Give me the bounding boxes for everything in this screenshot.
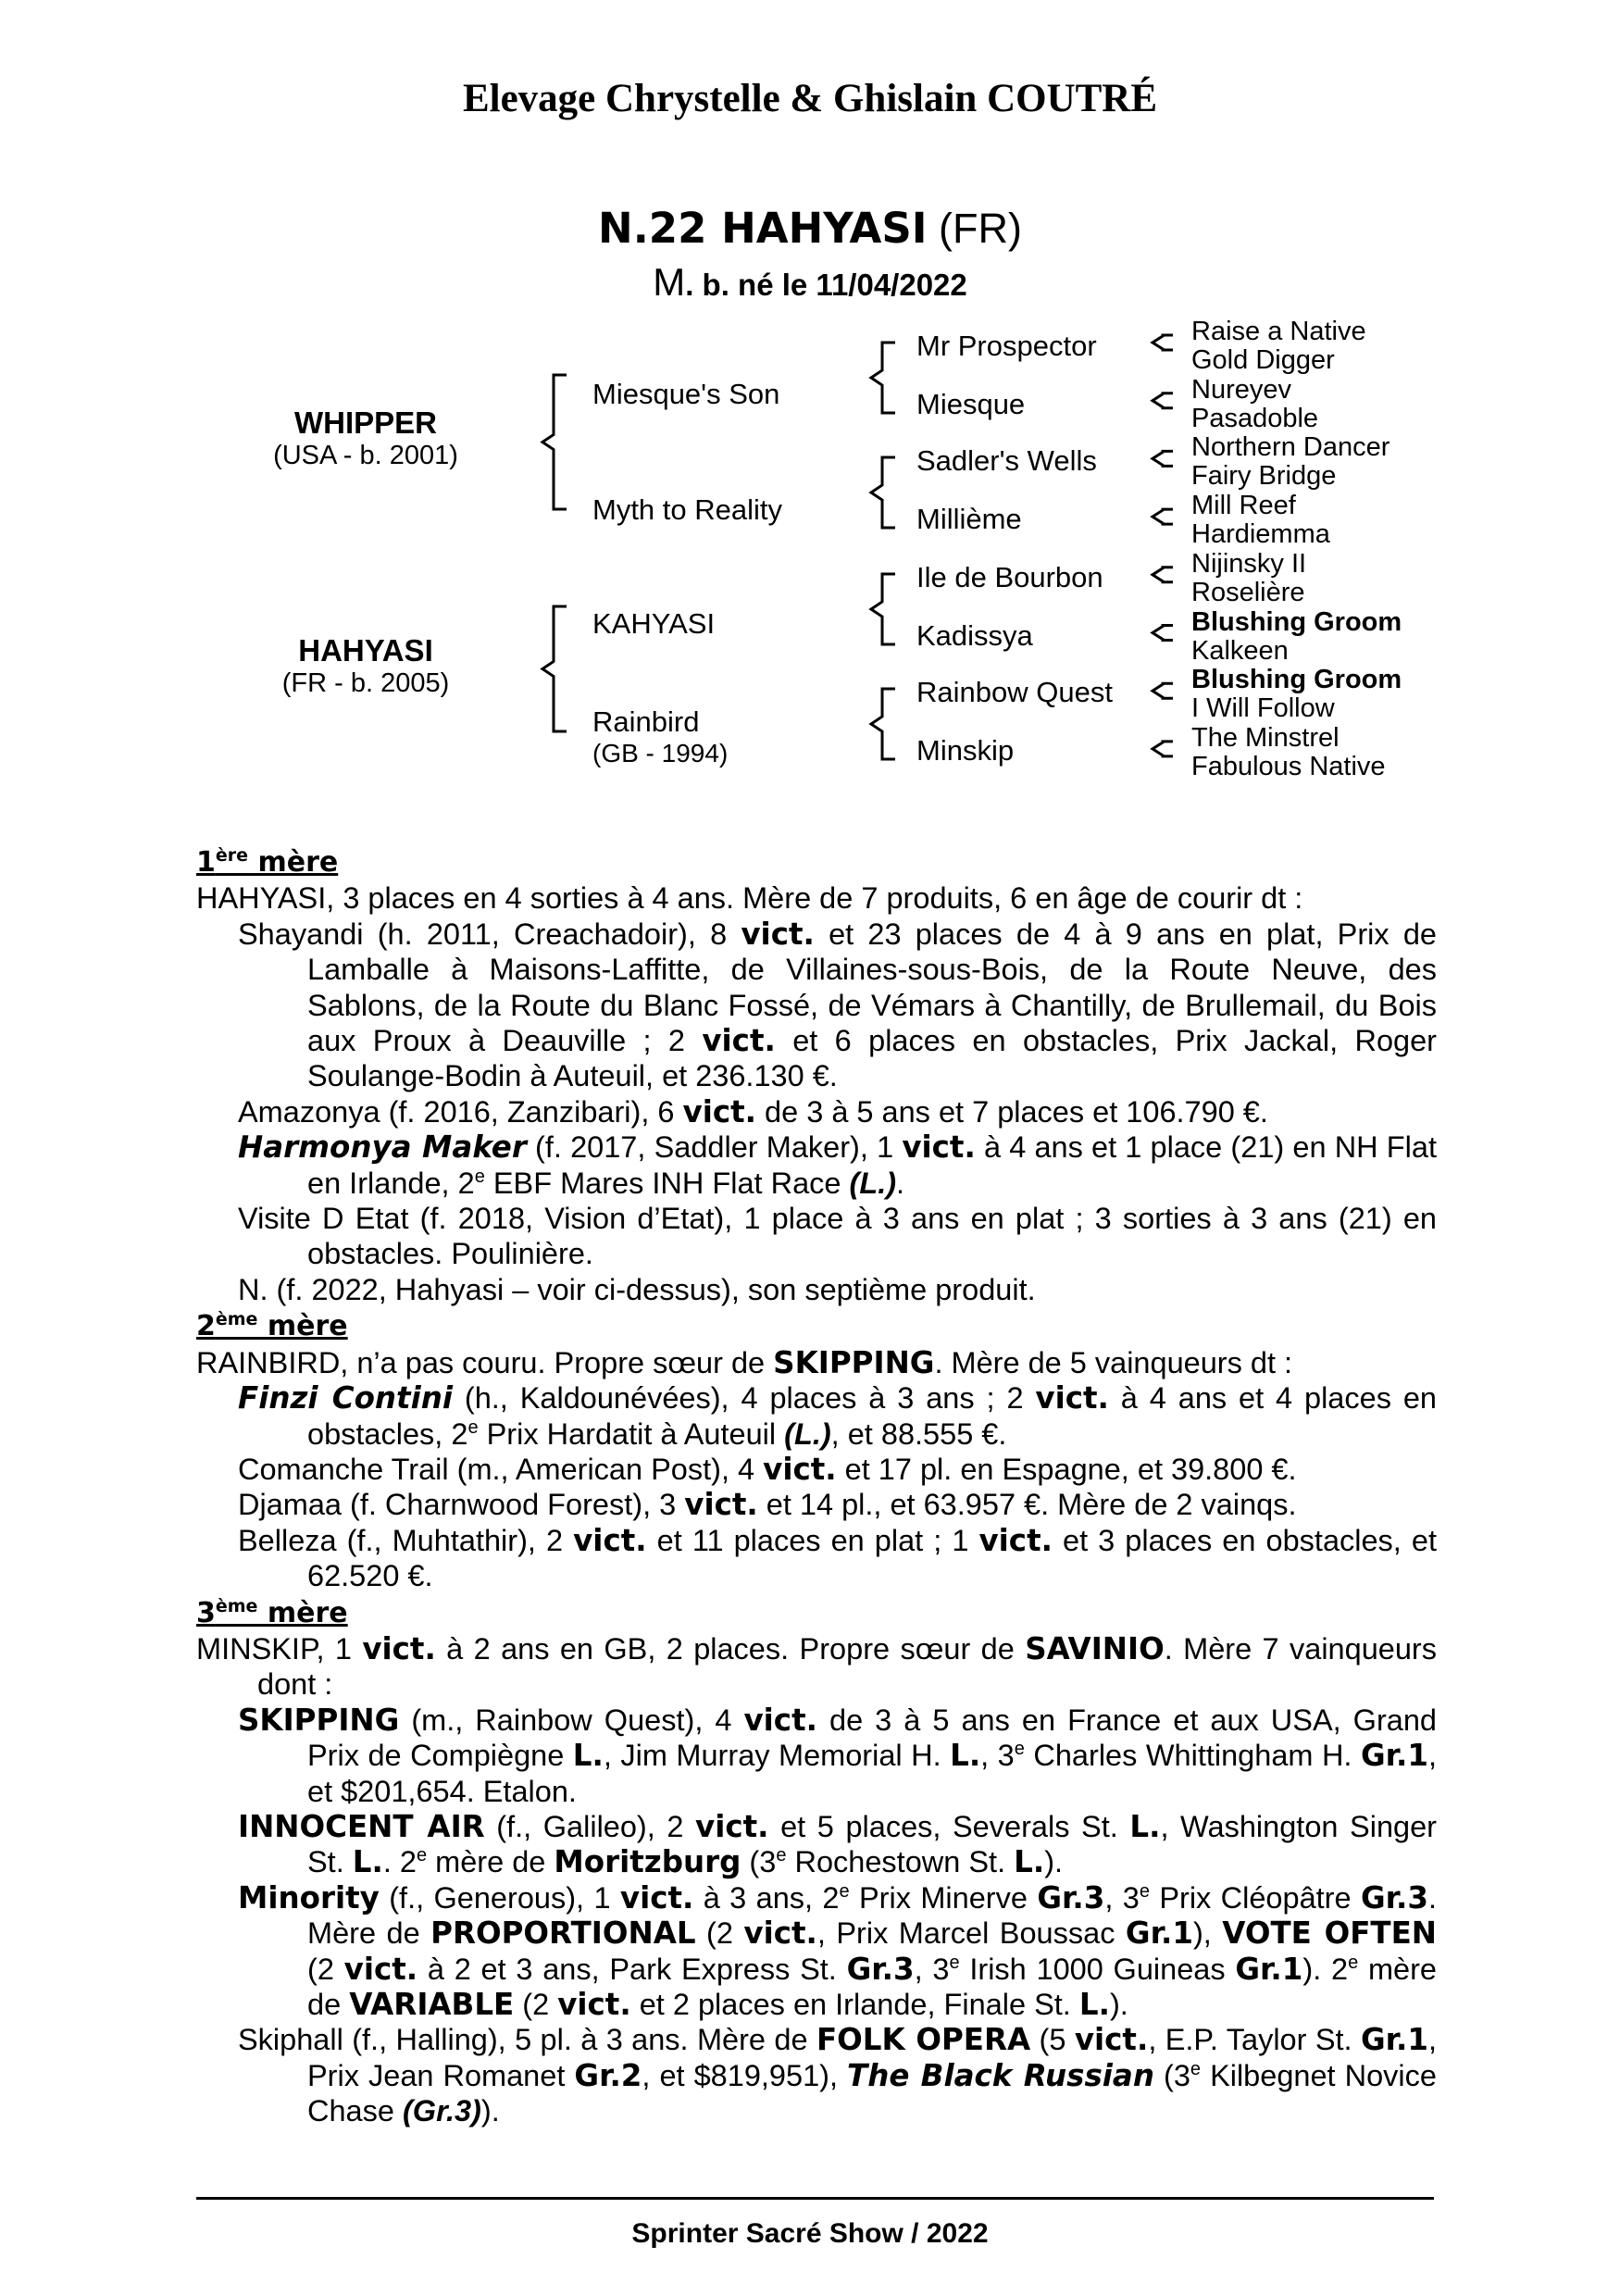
text-run: Finzi Contini [238, 1380, 453, 1416]
text-run: , Prix Marcel Boussac [816, 1916, 1126, 1951]
text-run: mère de [427, 1845, 555, 1879]
text-run: EBF Mares INH Flat Race [484, 1166, 850, 1200]
text-run: vict. [343, 1951, 418, 1987]
text-run: (f., Galileo), 2 [484, 1809, 696, 1843]
text-run: vict. [362, 1630, 436, 1666]
text-run: e [474, 1166, 485, 1187]
bracket-line [871, 689, 895, 759]
text-run: e [416, 1845, 428, 1866]
produce-entry [196, 2022, 1437, 2128]
text-run: MINSKIP, 1 [196, 1631, 363, 1666]
bracket-line [1153, 742, 1173, 756]
text-run: vict. [695, 1808, 769, 1844]
text-run: vict. [743, 1702, 817, 1738]
text-run: e [1348, 1952, 1359, 1973]
text-run: FOLK OPERA [816, 2022, 1031, 2058]
gen4-horse: Blushing Groom [1191, 606, 1402, 637]
text-run: à 4 ans et 4 places en obstacles, 2 [307, 1381, 1437, 1451]
section-heading [196, 1596, 1437, 1631]
text-run: à 2 ans en GB, 2 places. Propre sœur de [435, 1631, 1026, 1666]
section-number: 3 [196, 1596, 216, 1629]
text-run: . 2 [382, 1845, 417, 1879]
text-run: et 14 pl., et 63.957 €. Mère de 2 vainqs. [757, 1488, 1297, 1522]
text-run: , 3 [980, 1739, 1015, 1773]
text-run: (f., Generous), 1 [379, 1880, 620, 1915]
text-run: , et $201,654. Etalon. [307, 1739, 1437, 1808]
text-run: et 6 places en obstacles, Prix Jackal, Roger Soulange-Bodin à Auteuil, et 236.130 €. [307, 1024, 1438, 1093]
gen3-horse: Minskip [916, 734, 1015, 767]
text-run: Irish 1000 Guineas [959, 1952, 1236, 1986]
text-run: Moritzburg [554, 1844, 741, 1880]
breeder-header: Elevage Chrystelle & Ghislain COUTRÉ [462, 77, 1158, 120]
text-run: . Mère 7 vainqueurs dont : [257, 1631, 1438, 1702]
pedigree-commentary [196, 845, 1437, 2129]
text-run: Gr.1 [1125, 1915, 1193, 1952]
text-run: (2 [695, 1916, 744, 1951]
gen3-horse: Rainbow Quest [916, 676, 1113, 708]
text-run: et 23 places de 4 à 9 ans en plat, Prix de Lamballe à Maisons-Laffitte, de Villaines-sous-Bois, de la Route Neuve, des Sablons, de la Route du Blanc Fossé, de Vémars à Chantilly, de Brullemail, du Bois aux Proux à Deauville ; 2 [307, 917, 1438, 1058]
text-run: ). [1109, 1988, 1128, 2021]
lot-name: N.22 HAHYASI [598, 204, 928, 253]
text-run: vict. [573, 1522, 647, 1558]
text-run: vict. [684, 1487, 758, 1523]
text-run: mère de [307, 1952, 1437, 2021]
text-run: , E.P. Taylor St. [1148, 2023, 1361, 2057]
text-run: Gr.1 [1360, 2022, 1428, 2058]
text-run: VOTE OFTEN [1222, 1915, 1437, 1952]
text-run: et 5 places, Severals St. [768, 1809, 1130, 1843]
text-run: vict. [763, 1451, 837, 1487]
text-run: de 3 à 5 ans et 7 places et 106.790 €. [756, 1094, 1268, 1129]
text-run: e [839, 1880, 850, 1902]
text-run: vict. [978, 1522, 1053, 1558]
gen4-horse: Nureyev [1191, 374, 1291, 405]
text-run: vict. [682, 1093, 756, 1129]
text-run: et 2 places en Irlande, Finale St. [630, 1988, 1079, 2021]
dam-summary [196, 1631, 1437, 1703]
gen2-horse-name: Miesque's Son [592, 378, 780, 410]
text-run: Prix Hardatit à Auteuil [478, 1416, 785, 1451]
text-run: (5 [1030, 2023, 1075, 2057]
text-run: e [949, 1952, 960, 1973]
text-run: (Gr.3) [402, 2094, 481, 2128]
gen4-horse: The Minstrel [1191, 722, 1340, 753]
text-run: Minority [238, 1879, 380, 1915]
text-run: L. [572, 1738, 604, 1774]
dam-info: (FR - b. 2005) [281, 668, 450, 698]
text-run: Charles Whittingham H. [1024, 1739, 1361, 1773]
produce-entry [196, 1487, 1437, 1522]
text-run: Rochestown St. [786, 1845, 1015, 1879]
text-run: SAVINIO [1025, 1630, 1165, 1666]
bracket-line [542, 375, 567, 509]
section-heading [196, 845, 1437, 880]
text-run: à 3 ans, 2 [693, 1880, 840, 1915]
text-run: ). 2 [1302, 1952, 1349, 1986]
gen4-horse: Raise a Native [1191, 317, 1366, 346]
section-ordinal: ème [215, 1309, 258, 1330]
gen4-horse: Hardiemma [1191, 519, 1330, 550]
text-run: vict. [1035, 1380, 1109, 1416]
text-run: ), [1192, 1916, 1223, 1951]
text-run: (3 [741, 1845, 777, 1879]
text-run: (f. 2017, Saddler Maker), 1 [526, 1130, 903, 1165]
text-run: , Washington Singer St. [307, 1809, 1438, 1879]
gen4-horse: Northern Dancer [1191, 432, 1390, 463]
bracket-line [542, 606, 567, 731]
bracket-line [1153, 393, 1173, 408]
text-run: HAHYASI, 3 places en 4 sorties à 4 ans. Mère de 7 produits, 6 en âge de courir dt : [196, 881, 1303, 916]
produce-entry [196, 1380, 1437, 1452]
text-run: L. [950, 1738, 981, 1774]
text-run: Gr.2 [574, 2057, 642, 2093]
text-run: . Mère de 5 vainqueurs dt : [934, 1345, 1293, 1379]
text-run: SKIPPING [773, 1344, 935, 1380]
text-run: , et 88.555 €. [830, 1416, 1007, 1451]
gen4-horse: Mill Reef [1191, 491, 1296, 521]
footer-rule [196, 2197, 1434, 2200]
text-run: , Prix Jean Romanet [307, 2023, 1437, 2092]
text-run: (2 [514, 1988, 558, 2021]
text-run: (L.) [784, 1416, 831, 1451]
text-run: vict. [1074, 2022, 1149, 2058]
bracket-line [871, 343, 895, 413]
text-run: de 3 à 5 ans en France et aux USA, Grand Prix de Compiègne [307, 1703, 1438, 1773]
lot-sex: M [653, 260, 686, 304]
text-run: Amazonya (f. 2016, Zanzibari), 6 [238, 1094, 683, 1129]
gen3-horse: Ile de Bourbon [916, 561, 1103, 593]
text-run: L. [1078, 1987, 1110, 2022]
gen4-horse: Fabulous Native [1191, 751, 1386, 781]
section-ordinal: ème [215, 1595, 258, 1616]
lot-country: (FR) [939, 205, 1022, 252]
text-run: Gr.1 [1235, 1951, 1303, 1987]
sire-name: WHIPPER [293, 406, 437, 440]
text-run: (L.) [849, 1166, 897, 1200]
gen4-horse: Fairy Bridge [1191, 461, 1337, 492]
page-footer: Sprinter Sacré Show / 2022 [631, 2218, 989, 2249]
pedigree-brackets [0, 0, 1620, 833]
text-run: L. [1129, 1808, 1161, 1844]
text-run: (m., Rainbow Quest), 4 [399, 1703, 744, 1737]
text-run: , Jim Murray Memorial H. [603, 1739, 951, 1773]
gen3-horse: Miesque [916, 388, 1026, 420]
text-run: N. (f. 2022, Hahyasi – voir ci-dessus), son septième produit. [238, 1272, 1036, 1306]
text-run: e [1190, 2058, 1202, 2079]
section-word: mère [248, 846, 339, 879]
text-run: Gr.1 [1360, 1738, 1428, 1774]
bracket-line [871, 457, 895, 528]
text-run: The Black Russian [847, 2057, 1154, 2093]
produce-entry [196, 1452, 1437, 1487]
text-run: Prix Minerve [849, 1880, 1038, 1915]
bracket-line [1153, 683, 1173, 698]
text-run: SKIPPING [238, 1702, 400, 1738]
bracket-line [1153, 568, 1173, 582]
produce-entry [196, 1880, 1437, 2023]
text-run: Gr.3 [846, 1951, 915, 1987]
text-run: vict. [619, 1879, 694, 1915]
text-run: e [776, 1845, 787, 1866]
text-run: ). [480, 2094, 500, 2128]
text-run: L. [1014, 1844, 1045, 1880]
gen2-horse-name: KAHYASI [592, 607, 716, 640]
text-run: à 2 et 3 ans, Park Express St. [417, 1952, 847, 1986]
text-run: et 3 places en obstacles, et 62.520 €. [307, 1523, 1437, 1593]
gen3-horse: Millième [916, 503, 1022, 535]
section-heading [196, 1309, 1437, 1344]
text-run: et 11 places en plat ; 1 [646, 1523, 979, 1557]
text-run: vict. [741, 916, 815, 952]
text-run: , 3 [1104, 1880, 1140, 1915]
gen4-horse: Nijinsky II [1191, 548, 1307, 579]
gen4-horse: I Will Follow [1191, 693, 1335, 724]
text-run: Belleza (f., Muhtathir), 2 [238, 1523, 574, 1557]
text-run: Gr.3 [1037, 1879, 1105, 1915]
text-run: (2 [307, 1952, 344, 1986]
text-run: PROPORTIONAL [430, 1915, 696, 1952]
text-run: Skiphall (f., Halling), 5 pl. à 3 ans. Mère de [238, 2023, 816, 2057]
produce-entry [196, 1703, 1437, 1809]
lot-birth: . b. né le 11/04/2022 [685, 268, 967, 302]
text-run: vict. [557, 1987, 631, 2022]
gen4-horse: Roselière [1191, 577, 1305, 607]
produce-entry [196, 1129, 1437, 1201]
text-run: VARIABLE [349, 1987, 515, 2022]
text-run: Djamaa (f. Charnwood Forest), 3 [238, 1488, 685, 1522]
bracket-line [1153, 626, 1173, 641]
text-run: vict. [743, 1915, 817, 1952]
text-run: (h., Kaldounévées), 4 places à 3 ans ; 2 [452, 1381, 1036, 1416]
produce-entry [196, 1272, 1437, 1307]
gen2-horse-name: Myth to Reality [592, 493, 783, 526]
text-run: Harmonya Maker [238, 1129, 527, 1166]
dam-summary [196, 1345, 1437, 1380]
text-run: ). [1044, 1845, 1064, 1879]
produce-entry [196, 1809, 1437, 1880]
bracket-line [871, 574, 895, 644]
gen2-horse-name: Rainbird [592, 705, 700, 738]
text-run: Comanche Trail (m., American Post), 4 [238, 1452, 764, 1486]
produce-entry [196, 1201, 1437, 1272]
dam-name: HAHYASI [298, 633, 433, 668]
gen4-horse: Gold Digger [1191, 345, 1335, 375]
text-run: vict. [902, 1129, 976, 1166]
dam-summary [196, 880, 1437, 916]
gen3-horse: Sadler's Wells [916, 444, 1097, 477]
text-run: Prix Cléopâtre [1149, 1880, 1361, 1915]
section-number: 2 [196, 1310, 216, 1343]
text-run: à 4 ans et 1 place (21) en NH Flat en Irlande, 2 [307, 1130, 1437, 1200]
text-run: e [467, 1416, 479, 1438]
produce-entry [196, 1523, 1437, 1594]
text-run: Visite D Etat (f. 2018, Vision d’Etat), 1 place à 3 ans en plat ; 3 sorties à 3 ans (21) en obstacles. Poulinière. [238, 1202, 1437, 1271]
text-run: , et $819,951), [642, 2058, 848, 2092]
produce-entry [196, 917, 1437, 1094]
section-word: mère [257, 1310, 348, 1343]
text-run: (3 [1154, 2058, 1190, 2092]
gen3-horse: Mr Prospector [916, 330, 1097, 362]
bracket-line [1153, 451, 1173, 466]
gen2-horse-info: (GB - 1994) [592, 739, 729, 767]
text-run: et 17 pl. en Espagne, et 39.800 €. [836, 1452, 1297, 1486]
gen4-horse: Blushing Groom [1191, 665, 1402, 695]
gen4-horse: Kalkeen [1191, 635, 1289, 666]
text-run: Gr.3 [1360, 1879, 1428, 1915]
text-run: . [896, 1166, 905, 1200]
text-run: RAINBIRD, n’a pas couru. Propre sœur de [196, 1345, 774, 1379]
gen3-horse: Kadissya [916, 619, 1033, 652]
sire-info: (USA - b. 2001) [273, 441, 458, 470]
produce-entry [196, 1094, 1437, 1129]
section-word: mère [257, 1596, 348, 1629]
bracket-line [1153, 509, 1173, 524]
text-run: L. [352, 1844, 383, 1880]
gen4-horse: Pasadoble [1191, 403, 1319, 433]
text-run: vict. [702, 1023, 776, 1059]
text-run: . Mère de [307, 1880, 1438, 1951]
text-run: Kilbegnet Novice Chase [307, 2058, 1437, 2128]
text-run: e [1014, 1739, 1025, 1760]
text-run: , 3 [914, 1952, 950, 1986]
text-run: Shayandi (h. 2011, Creachadoir), 8 [238, 917, 741, 951]
text-run: e [1139, 1880, 1150, 1902]
section-ordinal: ère [215, 845, 249, 866]
bracket-line [1153, 335, 1173, 350]
text-run: INNOCENT AIR [238, 1808, 485, 1844]
section-number: 1 [196, 846, 216, 879]
